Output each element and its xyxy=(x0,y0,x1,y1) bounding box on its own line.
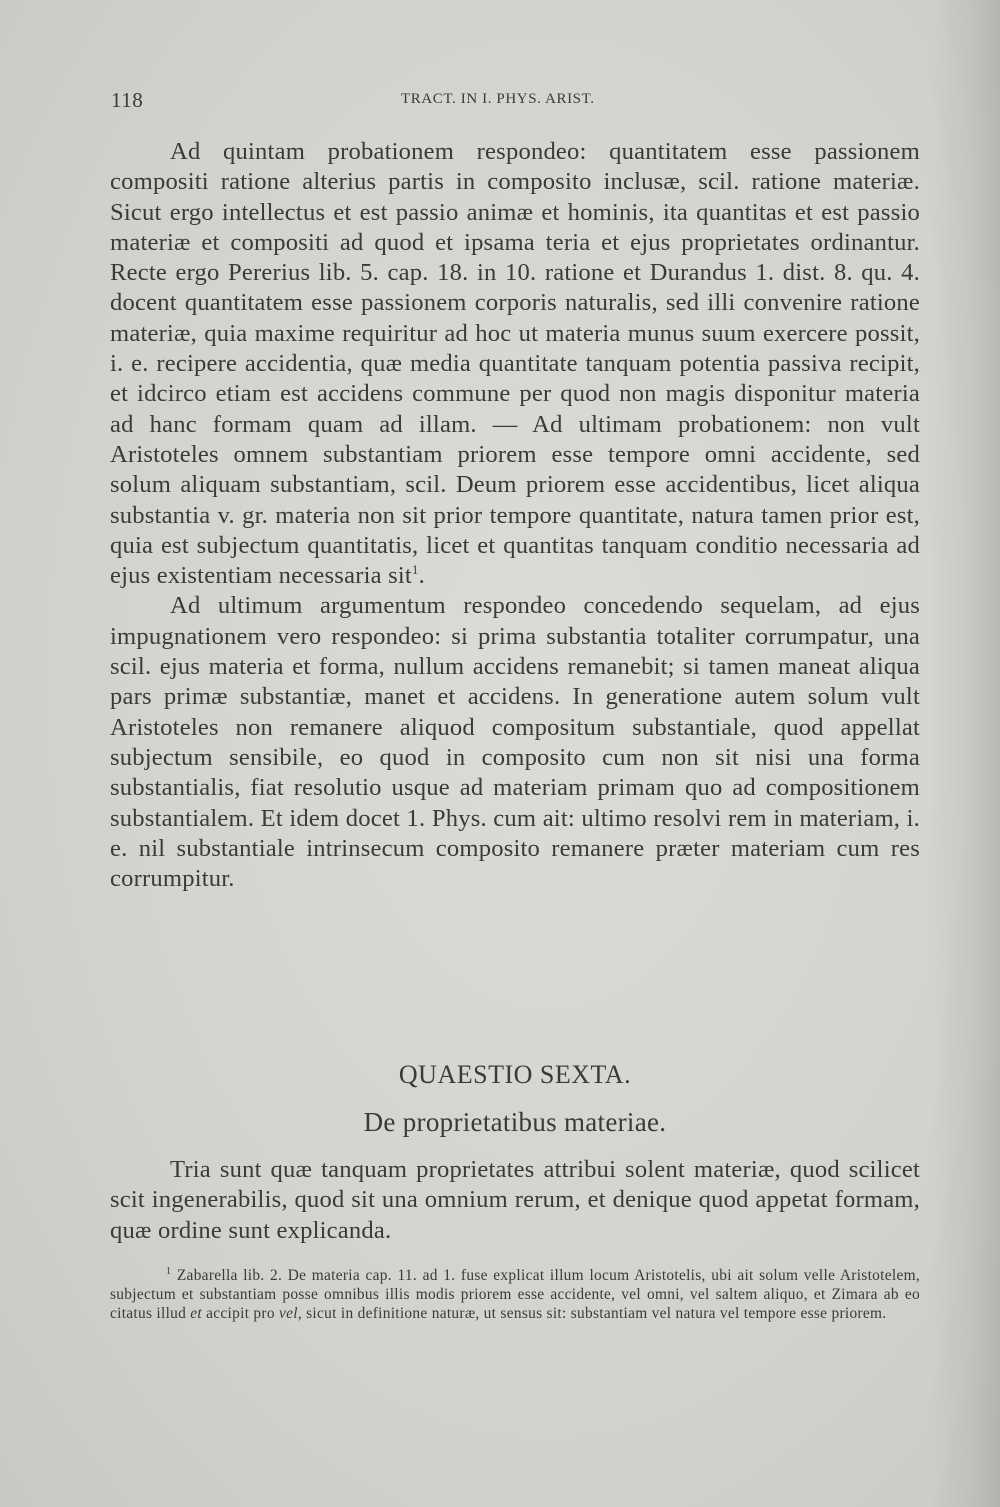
footnote-italic: et xyxy=(190,1305,203,1323)
main-text xyxy=(110,137,920,894)
page-gutter-shadow xyxy=(930,0,1000,1507)
page-number: 118 xyxy=(111,88,144,112)
paragraph-text: Ad quintam probationem respondeo: quantitatem esse passionem compositi ratione alterius partis in composito inclusæ, scil. ratione materiæ. Sicut ergo intellectus et est passio animæ et hominis, ita quantitas et est passio materiæ et compositi ad quod et ipsama teria et ejus proprietates ordinantur. Recte ergo Pererius lib. 5. cap. 18. in 10. ratione et Durandus 1. dist. 8. qu. 4. docent quantitatem esse passionem corporis naturalis, sed illi convenire ratione materiæ, quia maxime requiritur ad hoc ut materia munus suum exercere possit, i. e. recipere accidentia, quæ media quantitate tanquam potentia passiva recipit, et idcirco etiam est accidens commune per quod non magis disponitur materia ad hanc formam quam ad illam. — Ad ultimam probationem: non vult Aristoteles omnem substantiam priorem esse tempore omni accidente, sed solum aliquam substantiam, scil. Deum priorem esse accidentibus, licet aliqua substantia v. gr. materia non sit prior tempore quantitate, natura tamen prior est, quia est subjectum quantitatis, licet et quantitas tanquam conditio necessaria ad ejus existentiam necessaria sit xyxy=(110,138,920,590)
paragraph: Tria sunt quæ tanquam proprietates attribui solent materiæ, quod scilicet scit ingenerabilis, quod sit una omnium rerum, et denique quod appetat formam, quæ ordine sunt explicanda. xyxy=(110,1156,920,1244)
section-subtitle: De proprietatibus materiae. xyxy=(363,1107,667,1137)
footnote-text: sicut in definitione naturæ, ut sensus sit: substantiam vel natura vel tempore esse priorem. xyxy=(302,1305,887,1323)
footnote-text: accipit pro xyxy=(202,1305,279,1323)
footnote-reference: 1 xyxy=(411,561,419,577)
page-header xyxy=(111,88,921,114)
section-title: QUAESTIO SEXTA. xyxy=(398,1060,632,1089)
paragraph-end-period: . xyxy=(418,562,425,590)
footnote-italic: vel, xyxy=(279,1305,302,1323)
paragraph xyxy=(110,137,920,591)
footnote xyxy=(110,1266,920,1324)
paragraph: Ad ultimum argumentum respondeo concedendo sequelam, ad ejus impugnationem vero respondeo: si prima substantia totaliter corrumpatur, una scil. ejus materia et forma, nullum accidens remanebit; si tamen maneat aliqua pars primæ substantiæ, manet et accidens. In generatione autem solum vult Aristoteles non remanere aliquod compositum substantiale, quod appellat subjectum sensibile, eo quod in composito cum non sit nisi una forma substantialis, fiat resolutio usque ad materiam primam quo ad compositionem substantialem. Et idem docet 1. Phys. cum ait: ultimo resolvi rem in materiam, i. e. nil substantiale intrinsecum composito remanere præter materiam cum res corrumpitur. xyxy=(110,592,920,893)
running-head: TRACT. IN I. PHYS. ARIST. xyxy=(401,91,595,107)
footnote-marker: 1 xyxy=(166,1265,172,1277)
section-text xyxy=(110,1155,920,1246)
footnote-text: Zabarella lib. 2. De materia cap. 11. ad 1. fuse explicat illum locum Aristotelis, ubi ait solum velle Aristotelem, subjectum et substantiam posse omnibus illis modis priorem esse accidente, vel omni, vel saltem aliquo, et Zimara ab eo citatus illud xyxy=(110,1267,920,1323)
